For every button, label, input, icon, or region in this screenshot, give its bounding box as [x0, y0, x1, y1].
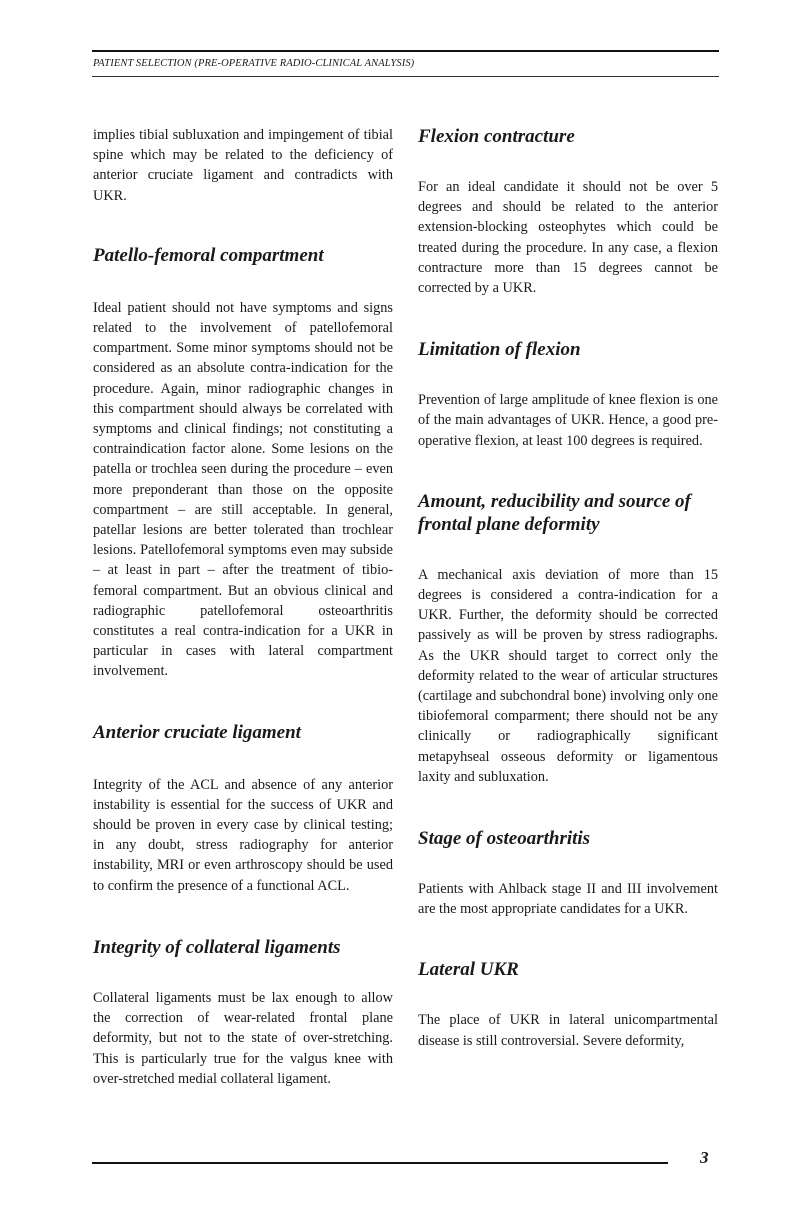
paragraph-collateral-ligaments: Collateral ligaments must be lax enough to allow the correction of wear-related frontal plane deformity, but not to the state of over-stretching. This is particularly true for the valgus knee with over-stretched medial collateral ligament.: [93, 989, 393, 1087]
heading-lateral-ukr: Lateral UKR: [418, 959, 519, 981]
header-rule-top: [92, 50, 719, 52]
right-column: [418, 125, 718, 1051]
paragraph-patello-femoral: Ideal patient should not have symptoms and signs related to the involvement of patellofemoral compartment. Some minor symptoms should not be considered as an absolute contra-indication for the procedure. Again, minor radiographic changes in this compartment should always be correlated with symptoms and clinical findings; not constituting a contraindication factor alone. Some lesions on the patella or trochlea seen during the procedure – even more preponderant than those on the opposite compartment – are still acceptable. In general, patellar lesions are better tolerated than trochlear lesions. Patellofemoral symptoms even may subside – at least in part – after the treatment of tibio-femoral compartment. But an obvious clinical and radiographic patellofemoral osteoarthritis constitutes a real contra-indication for a UKR in particular in cases with lateral compartment involvement.: [93, 299, 393, 680]
heading-limitation-of-flexion: Limitation of flexion: [418, 339, 581, 361]
heading-anterior-cruciate: Anterior cruciate ligament: [93, 721, 301, 743]
paragraph-flexion-contracture: For an ideal candidate it should not be over 5 degrees and should be related to the anterior extension-blocking osteophytes which could be treated during the procedure. In any case, a flexion contracture more than 15 degrees cannot be corrected by a UKR.: [418, 179, 718, 297]
paragraph-limitation-of-flexion: Prevention of large amplitude of knee flexion is one of the main advantages of UKR. Hence, a good pre-operative flexion, at least 100 degrees is required.: [418, 392, 718, 449]
page-number: 3: [700, 1148, 709, 1167]
heading-flexion-contracture: Flexion contracture: [418, 126, 575, 147]
paragraph-frontal-plane-deformity: A mechanical axis deviation of more than 15 degrees is considered a contra-indication for a UKR. Further, the deformity should be corrected passively as will be proven by stress radiographs. As the UKR should target to correct only the deformity related to the wear of articular structures (cartilage and subchondral bone) involving only one tibiofemoral comparment; there should not be any clinically or radiographically significant metapyhseal osseous deformity or ligamentous laxity and subluxation.: [418, 566, 718, 785]
header-rule-bottom: [92, 76, 719, 77]
paragraph-stage-of-osteoarthritis: Patients with Ahlback stage II and III involvement are the most appropriate candidates for a UKR.: [418, 881, 718, 918]
heading-patello-femoral: Patello-femoral compartment: [93, 244, 324, 266]
left-column: [93, 125, 393, 1089]
heading-stage-of-osteoarthritis: Stage of osteoarthritis: [418, 828, 591, 850]
heading-collateral-ligaments: Integrity of collateral ligaments: [93, 936, 341, 958]
intro-paragraph: implies tibial subluxation and impingement of tibial spine which may be related to the deficiency of anterior cruciate ligament and contradicts with UKR.: [93, 127, 393, 204]
footer-rule: [92, 1162, 668, 1164]
running-title: PATIENT SELECTION (PRE-OPERATIVE RADIO-CLINICAL ANALYSIS): [93, 58, 415, 69]
paragraph-lateral-ukr: The place of UKR in lateral unicompartmental disease is still controversial. Severe deformity,: [418, 1012, 718, 1049]
heading-frontal-plane-deformity: Amount, reducibility and source of frontal plane deformity: [418, 490, 691, 535]
paragraph-anterior-cruciate: Integrity of the ACL and absence of any anterior instability is essential for the success of UKR and should be proven in every case by clinical testing; in any doubt, stress radiography for anterior instability, MRI or even arthroscopy should be used to confirm the presence of a functional ACL.: [93, 776, 393, 894]
